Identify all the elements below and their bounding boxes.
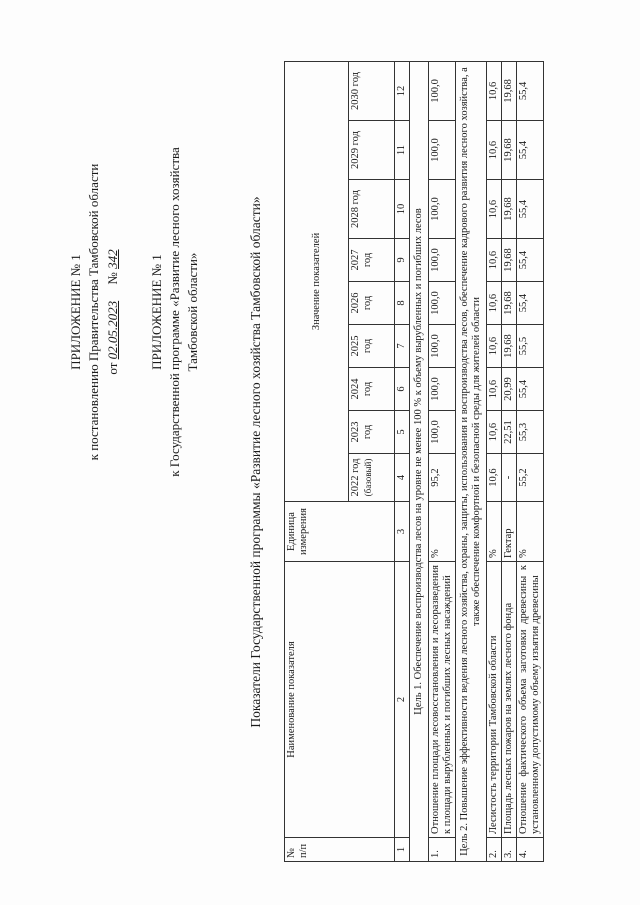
indicator-value: 19,68: [502, 282, 517, 325]
program-reference: к Государственной программе «Развитие лесного хозяйства: [167, 147, 182, 477]
indicator-value: 19,68: [502, 325, 517, 368]
year-header: [349, 454, 395, 502]
decree-number: 342: [105, 249, 120, 269]
indicator-value: 55,5: [517, 325, 544, 368]
indicator-value: 100,0: [429, 411, 456, 454]
decree-reference: к постановлению Правительства Тамбовской области: [86, 163, 101, 461]
indicator-value: 55,4: [517, 61, 544, 120]
indicator-value: 55,4: [517, 180, 544, 239]
col-header-unit: Единица измерения: [285, 502, 395, 562]
indicator-value: 22,51: [502, 411, 517, 454]
indicator-value: 55,4: [517, 239, 544, 282]
decree-date-line: [104, 77, 121, 547]
rotated-sheet: [22, 22, 622, 882]
row-number: 3.: [502, 838, 517, 862]
indicator-name: Отношение фактического объема заготовки древесины к установленному допустимому объему изъятия древесины: [517, 562, 544, 838]
year-note: (базовый): [363, 458, 373, 497]
indicator-name: Отношение площади лесовосстановления и лесоразведения к площади вырубленных и погибших лесных насаждений: [429, 562, 456, 838]
indicator-value: 10,6: [487, 61, 502, 120]
table-row: [517, 61, 544, 861]
column-number-row: [395, 61, 410, 861]
number-label: №: [105, 272, 120, 285]
appendix-title: ПРИЛОЖЕНИЕ № 1: [68, 254, 83, 370]
indicators-table: [284, 61, 544, 862]
column-number: 10: [395, 180, 410, 239]
indicator-value: 19,68: [502, 121, 517, 180]
indicator-value: 55,4: [517, 282, 544, 325]
program-reference-2: Тамбовской области»: [185, 252, 200, 372]
indicator-value: 20,99: [502, 368, 517, 411]
year-header: [349, 411, 395, 454]
from-label: от: [105, 362, 120, 375]
indicator-unit: Гектар: [502, 502, 517, 562]
year-header: [349, 180, 395, 239]
indicator-unit: %: [517, 502, 544, 562]
year-label: 2028 год: [350, 190, 361, 228]
column-number: 5: [395, 411, 410, 454]
row-number: 2.: [487, 838, 502, 862]
indicator-value: 10,6: [487, 180, 502, 239]
indicator-value: 100,0: [429, 368, 456, 411]
column-number: 3: [395, 502, 410, 562]
column-number: 4: [395, 454, 410, 502]
indicator-value: 10,6: [487, 325, 502, 368]
year-header: [349, 239, 395, 282]
indicator-value: 10,6: [487, 239, 502, 282]
indicator-value: 100,0: [429, 282, 456, 325]
year-label: 2030 год: [350, 72, 361, 110]
year-label: 2022 год: [350, 458, 361, 497]
indicator-value: 100,0: [429, 61, 456, 120]
year-header: [349, 368, 395, 411]
year-label: 2025 год: [350, 335, 373, 357]
indicator-value: 100,0: [429, 121, 456, 180]
indicator-name: Площадь лесных пожаров на землях лесного фонда: [502, 562, 517, 838]
column-number: 1: [395, 838, 410, 862]
year-label: 2029 год: [350, 131, 361, 169]
column-number: 7: [395, 325, 410, 368]
table-row: [502, 61, 517, 861]
year-label: 2024 год: [350, 378, 373, 400]
col-header-values: Значение показателей: [285, 61, 349, 501]
table-row: [487, 61, 502, 861]
year-label: 2023 год: [350, 421, 373, 443]
indicator-name: Лесистость территории Тамбовской области: [487, 562, 502, 838]
indicator-value: 100,0: [429, 325, 456, 368]
column-number: 12: [395, 61, 410, 120]
indicator-value: 19,68: [502, 180, 517, 239]
indicator-value: 10,6: [487, 121, 502, 180]
indicator-value: -: [502, 454, 517, 502]
indicator-value: 10,6: [487, 454, 502, 502]
col-header-number: № п/п: [285, 838, 395, 862]
indicator-value: 100,0: [429, 239, 456, 282]
indicator-value: 55,4: [517, 121, 544, 180]
indicator-value: 55,2: [517, 454, 544, 502]
indicator-unit: %: [487, 502, 502, 562]
column-number: 6: [395, 368, 410, 411]
col-header-name: Наименование показателя: [285, 562, 395, 838]
column-number: 8: [395, 282, 410, 325]
indicator-value: 10,6: [487, 368, 502, 411]
column-number: 2: [395, 562, 410, 838]
row-number: 4.: [517, 838, 544, 862]
table-title: Показатели Государственной программы «Развитие лесного хозяйства Тамбовской области»: [248, 196, 263, 728]
indicator-value: 55,3: [517, 411, 544, 454]
table-row: [429, 61, 456, 861]
indicator-value: 19,68: [502, 239, 517, 282]
year-header: [349, 121, 395, 180]
year-label: 2027 год: [350, 249, 373, 271]
year-header: [349, 282, 395, 325]
column-number: 11: [395, 121, 410, 180]
indicator-value: 19,68: [502, 61, 517, 120]
goal-2: Цель 2. Повышение эффективности ведения лесного хозяйства, охраны, защиты, использования и воспроизводства лесов, обеспечение кадрового развития лесного хозяйства, а также обеспечение комфортной и безопасной среды для жителей области: [456, 61, 487, 861]
indicator-value: 10,6: [487, 411, 502, 454]
year-header: [349, 325, 395, 368]
indicator-unit: %: [429, 502, 456, 562]
goal-1: Цель 1. Обеспечение воспроизводства лесов на уровне не менее 100 % к объему вырубленных и погибших лесов: [410, 61, 429, 861]
indicator-value: 55,4: [517, 368, 544, 411]
program-appendix-title: ПРИЛОЖЕНИЕ № 1: [149, 254, 164, 370]
year-label: 2026 год: [350, 292, 373, 314]
indicator-value: 10,6: [487, 282, 502, 325]
indicator-value: 100,0: [429, 180, 456, 239]
column-number: 9: [395, 239, 410, 282]
row-number: 1.: [429, 838, 456, 862]
year-header: [349, 61, 395, 120]
indicator-value: 95,2: [429, 454, 456, 502]
decree-date: 02.05.2023: [105, 300, 120, 360]
